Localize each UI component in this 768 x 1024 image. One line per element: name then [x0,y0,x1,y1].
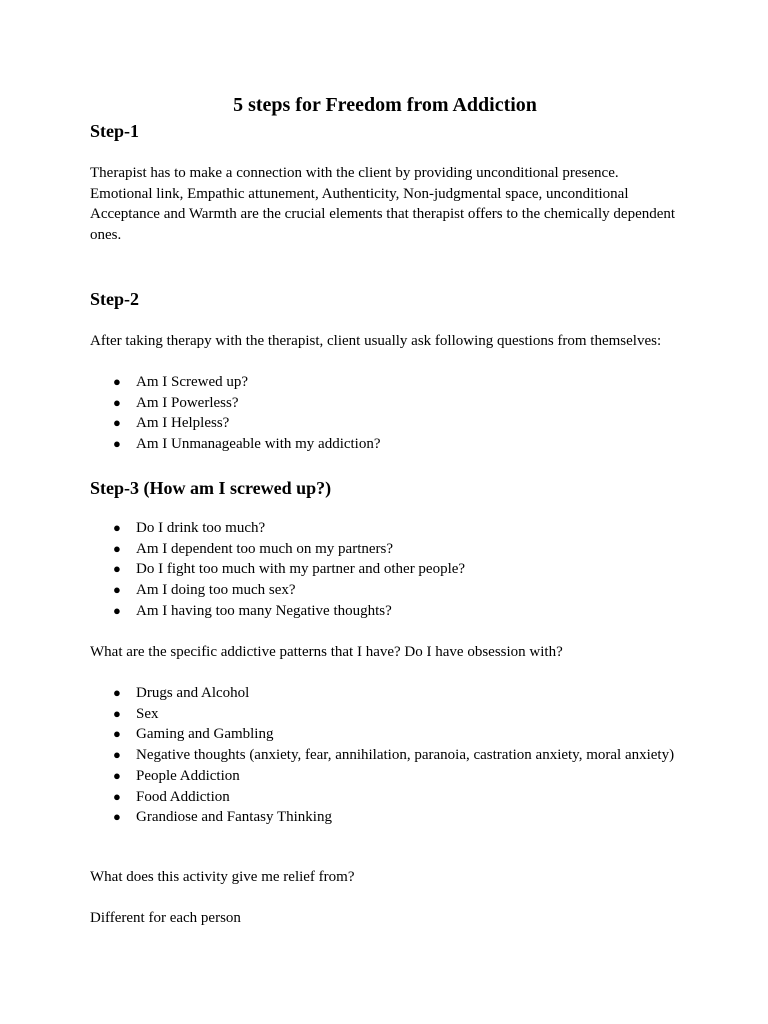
relief-question: What does this activity give me relief from? [90,869,355,885]
list-item [90,559,680,580]
bullet-icon: ● [113,520,121,535]
bullet-icon: ● [113,747,121,763]
step-2-heading: Step-2 [90,289,139,309]
bullet-icon: ● [113,374,121,389]
step-3-question-list [90,518,680,622]
bullet-icon: ● [113,788,121,804]
list-item-text: Gaming and Gambling [136,726,274,743]
list-item [90,413,680,434]
step-1-paragraph: Therapist has to make a connection with the client by providing unconditional presence. Emotional link, Empathic attunement, Authenticity, Non-judgmental space, unconditional Acceptance and Warmth are the crucial elements that therapist offers to the chemically dependent ones. [90,165,676,244]
list-item [90,393,680,414]
bullet-icon: ● [113,561,121,577]
list-item [90,745,680,766]
list-item-text: People Addiction [136,767,240,784]
list-item-text: Do I drink too much? [136,520,266,536]
list-item-text: Am I Unmanageable with my addiction? [136,436,381,453]
patterns-prompt: What are the specific addictive patterns that I have? Do I have obsession with? [90,644,563,660]
bullet-icon: ● [113,809,121,825]
list-item-text: Am I doing too much sex? [136,582,296,599]
list-item-text: Am I having too many Negative thoughts? [136,602,392,619]
list-item-text: Am I Helpless? [136,415,230,432]
bullet-icon: ● [113,705,121,721]
document-title: 5 steps for Freedom from Addiction [233,94,537,116]
list-item [90,787,680,808]
step-3-heading: Step-3 (How am I screwed up?) [90,478,332,498]
list-item-text: Sex [136,705,159,722]
list-item-text: Negative thoughts (anxiety, fear, annihilation, paranoia, castration anxiety, moral anxiety) [136,747,675,764]
list-item [90,766,680,787]
addictive-patterns-list [90,683,680,828]
document-page [90,0,680,1024]
bullet-icon: ● [113,415,121,431]
step-1-heading: Step-1 [90,121,139,141]
list-item [90,434,680,455]
list-item [90,601,680,622]
bullet-icon: ● [113,685,121,700]
list-item [90,704,680,725]
list-item [90,518,680,539]
list-item-text: Do I fight too much with my partner and other people? [136,561,466,578]
bullet-icon: ● [113,767,121,783]
bullet-icon: ● [113,394,121,410]
step-2-paragraph: After taking therapy with the therapist, client usually ask following questions from themselves: [90,333,662,349]
list-item-text: Food Addiction [136,788,230,805]
relief-answer: Different for each person [90,910,241,926]
list-item [90,683,680,704]
list-item [90,724,680,745]
list-item [90,807,680,828]
list-item [90,539,680,560]
list-item-text: Am I dependent too much on my partners? [136,540,394,557]
list-item [90,372,680,393]
list-item-text: Drugs and Alcohol [136,685,250,701]
bullet-icon: ● [113,602,121,618]
list-item [90,580,680,601]
list-item-text: Am I Powerless? [136,394,239,411]
bullet-icon: ● [113,726,121,742]
bullet-icon: ● [113,540,121,556]
list-item-text: Am I Screwed up? [136,374,249,390]
bullet-icon: ● [113,582,121,598]
bullet-icon: ● [113,436,121,452]
list-item-text: Grandiose and Fantasy Thinking [136,809,332,826]
step-2-question-list [90,372,680,455]
